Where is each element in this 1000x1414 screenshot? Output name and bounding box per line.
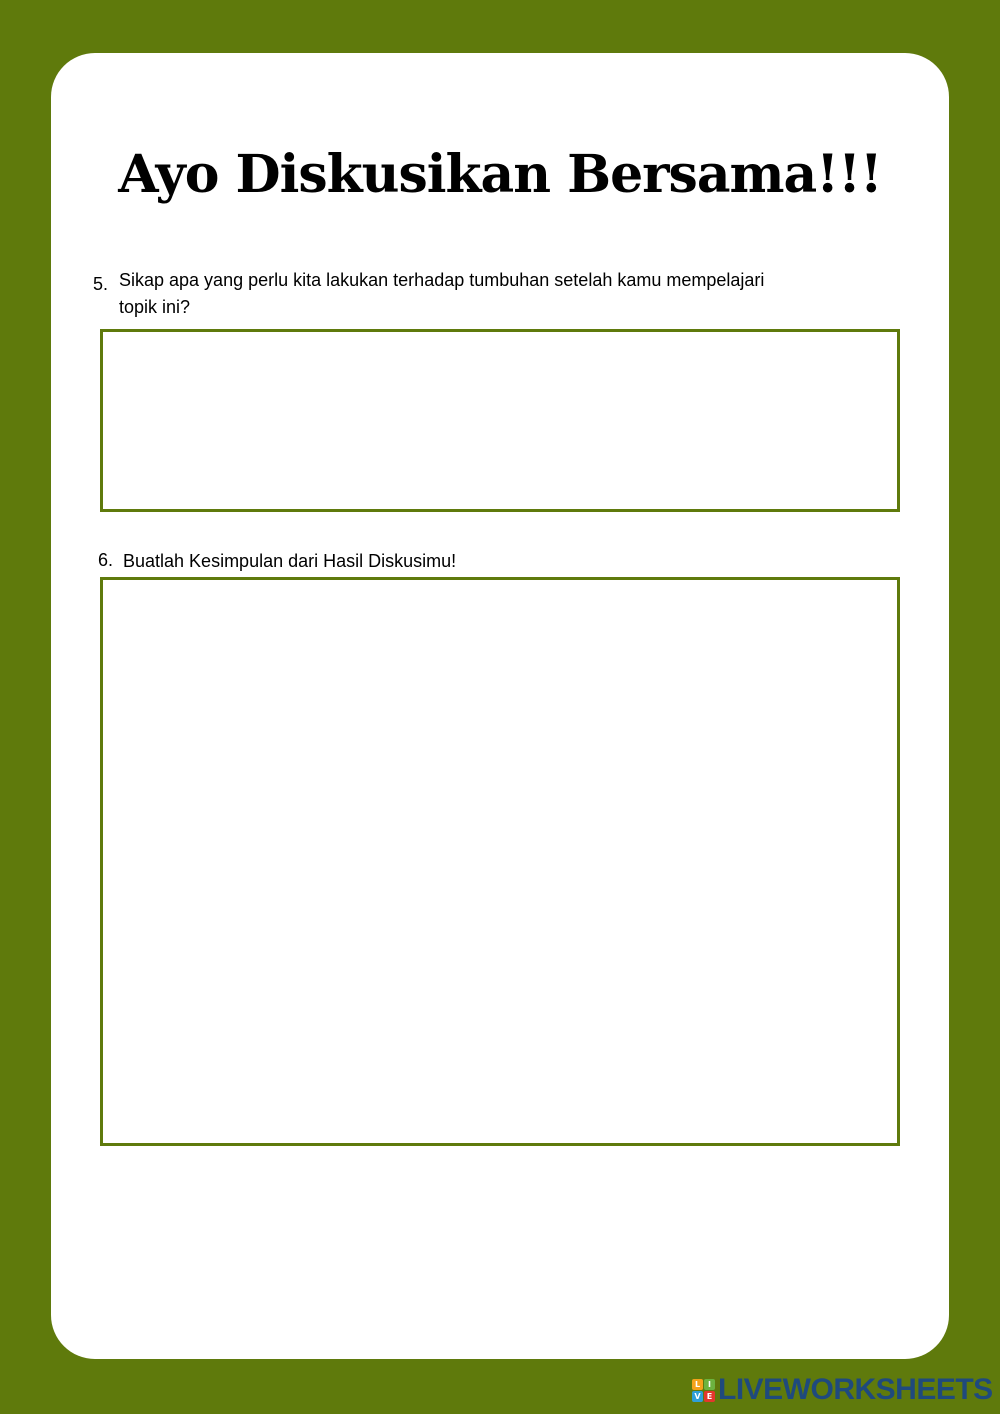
liveworksheets-wordmark: LIVEWORKSHEETS [718, 1373, 993, 1406]
liveworksheets-logo-icon [692, 1379, 715, 1402]
question-6-answer-box[interactable] [100, 577, 900, 1146]
question-5-answer-box[interactable] [100, 329, 900, 512]
liveworksheets-logo[interactable] [692, 1373, 993, 1406]
logo-letter-l: L [692, 1379, 703, 1390]
logo-letter-i: I [704, 1379, 715, 1390]
question-5-text-line2: topik ini? [119, 297, 191, 317]
question-5-text-line1: Sikap apa yang perlu kita lakukan terhadap tumbuhan setelah kamu mempelajari [119, 270, 765, 290]
question-5-text [119, 267, 879, 321]
logo-letter-v: V [692, 1391, 703, 1402]
question-6-number: 6. [98, 550, 114, 570]
question-5-number: 5. [93, 274, 109, 294]
question-6-text: Buatlah Kesimpulan dari Hasil Diskusimu! [123, 551, 457, 571]
logo-letter-e: E [704, 1391, 715, 1402]
page-title: Ayo Diskusikan Bersama!!! [118, 144, 882, 205]
